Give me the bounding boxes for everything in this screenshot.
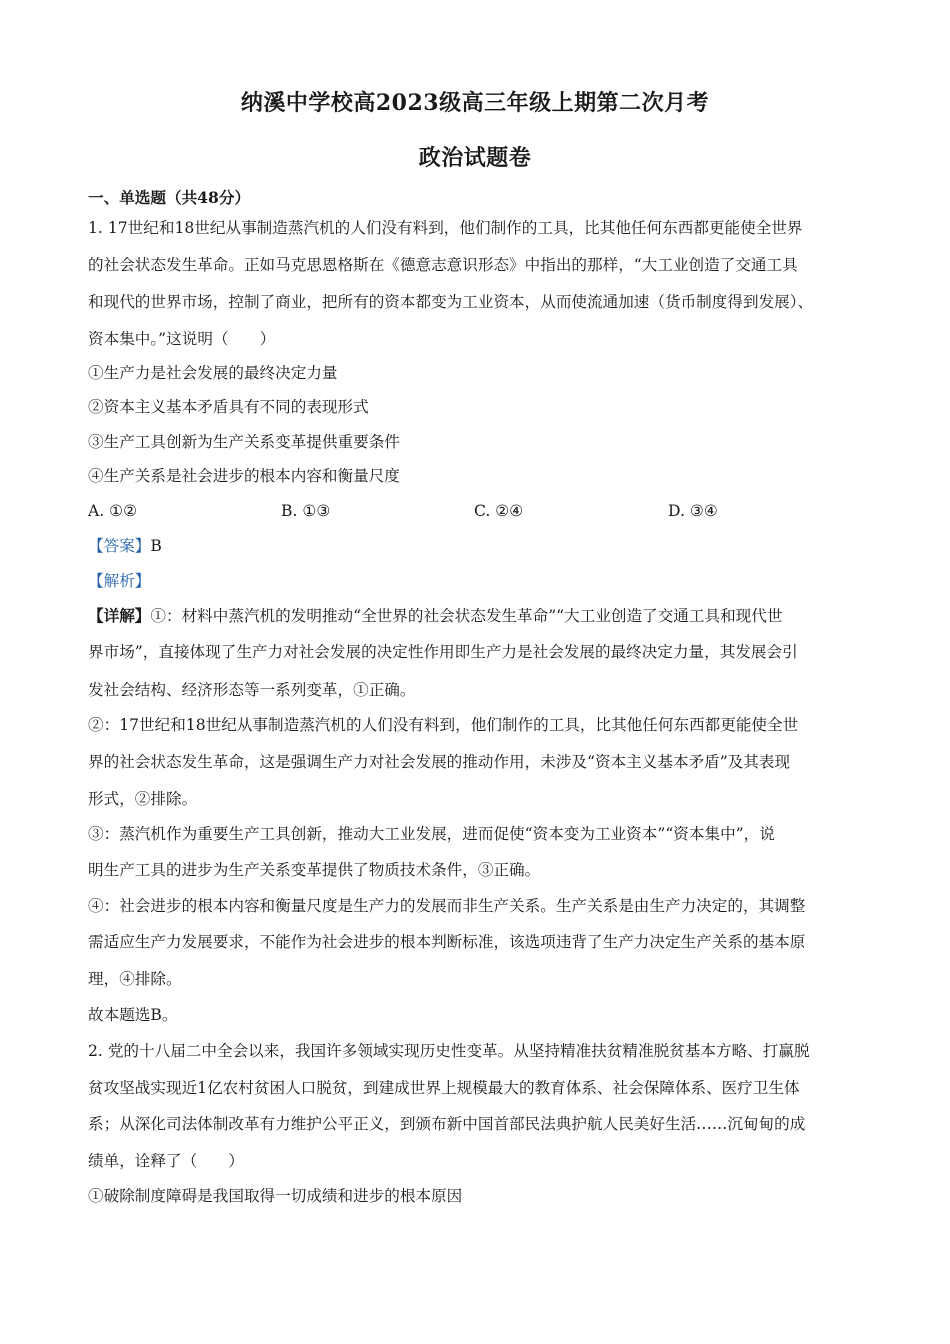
q1-option-d: D. ③④ [668,502,718,520]
q1-explanation-line: ③：蒸汽机作为重要生产工具创新，推动大工业发展，进而促使“资本变为工业资本”“资本集中”，说 [88,825,775,843]
answer-tag: 【答案】 [88,537,151,555]
q2-stem-line: 2. 党的十八届二中全会以来，我国许多领域实现历史性变革。从坚持精准扶贫精准脱贫基本方略、打赢脱 [88,1042,810,1060]
q1-statement: ①生产力是社会发展的最终决定力量 [88,364,338,382]
q1-explanation-line: 发社会结构、经济形态等一系列变革，①正确。 [88,681,416,699]
q1-option-b: B. ①③ [281,502,331,520]
q1-explanation-line: ②：17世纪和18世纪从事制造蒸汽机的人们没有料到，他们制作的工具，比其他任何东西都更能使全世 [88,716,799,734]
exam-subtitle: 政治试题卷 [418,145,532,171]
q1-option-a: A. ①② [88,502,138,520]
q1-conclusion: 故本题选B。 [88,1006,178,1024]
q1-option-c: C. ②④ [474,502,524,520]
q1-explanation-line: ④：社会进步的根本内容和衡量尺度是生产力的发展而非生产关系。生产关系是由生产力决定的，其调整 [88,897,806,915]
q1-explanation-line: 明生产工具的进步为生产关系变革提供了物质技术条件，③正确。 [88,861,541,879]
exam-title: 纳溪中学校高2023级高三年级上期第二次月考 [240,90,710,116]
explanation-text: ①：材料中蒸汽机的发明推动“全世界的社会状态发生革命”“大工业创造了交通工具和现代世 [150,607,783,625]
analysis-tag: 【解析】 [88,572,151,590]
answer-value: B [150,537,162,555]
q1-explanation-line: 界的社会状态发生革命，这是强调生产力对社会发展的推动作用，未涉及“资本主义基本矛盾”及其表现 [88,753,791,771]
section-heading: 一、单选题（共48分） [88,188,251,207]
q2-stem-line: 系；从深化司法体制改革有力维护公平正义，到颁布新中国首部民法典护航人民美好生活……沉甸甸的成 [88,1115,806,1133]
q1-statement: ②资本主义基本矛盾具有不同的表现形式 [88,398,369,416]
q1-stem-line: 1. 17世纪和18世纪从事制造蒸汽机的人们没有料到，他们制作的工具，比其他任何东西都更能使全世界 [88,219,803,237]
q2-statement: ①破除制度障碍是我国取得一切成绩和进步的根本原因 [88,1187,463,1205]
q1-stem-line: 的社会状态发生革命。正如马克思恩格斯在《德意志意识形态》中指出的那样，“大工业创造了交通工具 [88,256,798,274]
q1-explanation-line: 理，④排除。 [88,970,182,988]
q1-answer [88,536,868,556]
q1-explanation-line: 界市场”，直接体现了生产力对社会发展的决定性作用即生产力是社会发展的最终决定力量，其发展会引 [88,643,798,661]
q1-statement: ③生产工具创新为生产关系变革提供重要条件 [88,433,400,451]
q1-explanation-line: 形式，②排除。 [88,790,198,808]
q1-explanation-line [88,606,868,626]
q2-stem-line: 贫攻坚战实现近1亿农村贫困人口脱贫，到建成世界上规模最大的教育体系、社会保障体系、医疗卫生体 [88,1079,800,1097]
q1-explanation-line: 需适应生产力发展要求，不能作为社会进步的根本判断标准，该选项违背了生产力决定生产关系的基本原 [88,933,806,951]
q1-stem-line: 和现代的世界市场，控制了商业，把所有的资本都变为工业资本，从而使流通加速（货币制度得到发展）、 [88,293,814,311]
detail-tag: 【详解】 [88,606,151,625]
q2-stem-line: 绩单，诠释了（ ） [88,1152,244,1170]
q1-stem-line: 资本集中。”这说明（ ） [88,330,276,348]
q1-statement: ④生产关系是社会进步的根本内容和衡量尺度 [88,467,400,485]
